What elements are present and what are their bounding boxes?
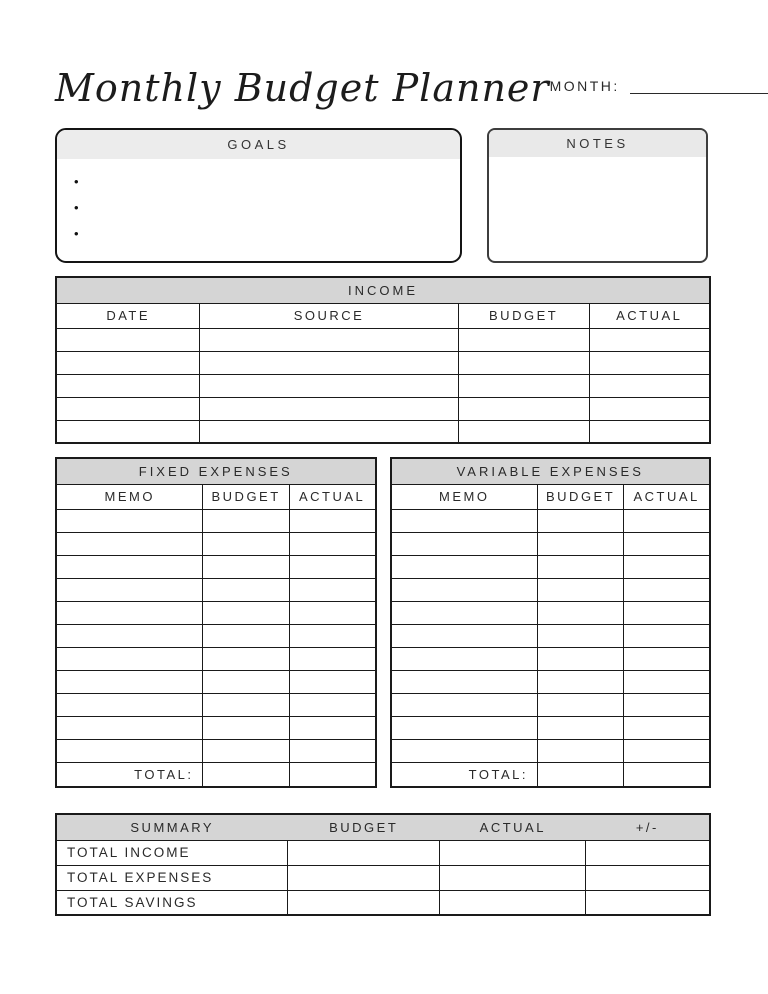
blank-cell [56,328,200,351]
blank-row [56,670,376,693]
blank-cell [289,670,375,693]
blank-row [391,716,711,739]
blank-cell [624,555,710,578]
goals-body [57,159,460,240]
blank-cell [56,374,200,397]
blank-row [56,716,376,739]
variable-col-actual: ACTUAL [624,484,710,509]
expenses-section [55,457,711,788]
blank-cell [200,397,458,420]
blank-row [56,555,376,578]
blank-cell [624,578,710,601]
fixed-expenses-title-band [56,458,376,484]
blank-cell [203,555,289,578]
fixed-col-memo: MEMO [56,484,203,509]
blank-cell [289,693,375,716]
income-col-source: SOURCE [200,303,458,328]
blank-cell [589,374,710,397]
blank-cell [289,509,375,532]
blank-row [56,351,710,374]
blank-cell [200,351,458,374]
income-col-date: DATE [56,303,200,328]
fixed-expenses-table [55,457,377,788]
total-savings-plusminus-cell [586,890,710,915]
variable-col-memo: MEMO [391,484,538,509]
goal-bullet-1: • [74,174,79,189]
blank-cell [56,739,203,762]
blank-cell [458,397,589,420]
variable-expenses-total-row [391,762,711,787]
blank-cell [203,647,289,670]
summary-label-total-expenses: TOTAL EXPENSES [56,865,288,890]
blank-row [56,397,710,420]
blank-cell [203,509,289,532]
blank-cell [391,670,538,693]
blank-cell [56,624,203,647]
blank-cell [391,601,538,624]
summary-row-total-income [56,840,710,865]
summary-label-total-income: TOTAL INCOME [56,840,288,865]
blank-cell [391,532,538,555]
blank-cell [289,624,375,647]
blank-cell [391,716,538,739]
income-blank-rows [56,328,710,443]
blank-cell [203,693,289,716]
blank-cell [56,532,203,555]
goal-bullet-3: • [74,226,79,241]
income-col-budget: BUDGET [458,303,589,328]
blank-row [56,532,376,555]
summary-col-budget: BUDGET [288,814,440,840]
total-savings-actual-cell [440,890,586,915]
blank-cell [391,624,538,647]
blank-cell [624,693,710,716]
blank-cell [289,601,375,624]
notes-body [489,157,706,263]
summary-header-band [56,814,710,840]
blank-cell [537,624,623,647]
blank-cell [203,716,289,739]
month-label: MONTH: [549,78,620,94]
blank-cell [537,670,623,693]
page-title: Monthly Budget Planner [55,66,550,110]
blank-cell [289,555,375,578]
blank-cell [537,647,623,670]
blank-row [56,578,376,601]
blank-cell [458,374,589,397]
income-section [55,276,711,444]
summary-col-summary: SUMMARY [56,814,288,840]
blank-cell [56,601,203,624]
total-expenses-budget-cell [288,865,440,890]
blank-cell [589,328,710,351]
blank-cell [200,374,458,397]
blank-cell [624,647,710,670]
blank-row [391,601,711,624]
blank-cell [458,351,589,374]
fixed-expenses-total-row [56,762,376,787]
variable-expenses-total-actual-cell [624,762,710,787]
total-expenses-actual-cell [440,865,586,890]
blank-cell [200,328,458,351]
income-col-actual: ACTUAL [589,303,710,328]
blank-cell [537,601,623,624]
fixed-expenses-column-header-row [56,484,376,509]
notes-panel [487,128,708,263]
summary-col-plusminus: +/- [586,814,710,840]
blank-cell [203,624,289,647]
blank-cell [56,647,203,670]
blank-cell [203,532,289,555]
summary-section [55,813,711,916]
blank-row [56,509,376,532]
blank-row [56,693,376,716]
blank-row [56,420,710,443]
variable-expenses-blank-rows [391,509,711,762]
blank-cell [537,532,623,555]
blank-cell [589,397,710,420]
fixed-expenses-total-actual-cell [289,762,375,787]
blank-cell [56,716,203,739]
summary-table [55,813,711,916]
blank-cell [56,509,203,532]
blank-cell [537,716,623,739]
summary-row-total-expenses [56,865,710,890]
blank-cell [203,578,289,601]
blank-row [391,624,711,647]
variable-expenses-title: VARIABLE EXPENSES [391,458,711,484]
fixed-expenses-title: FIXED EXPENSES [56,458,376,484]
blank-row [391,739,711,762]
blank-cell [624,601,710,624]
variable-expenses-total-budget-cell [537,762,623,787]
variable-expenses-table [390,457,712,788]
blank-cell [56,555,203,578]
notes-panel-title: NOTES [489,130,706,157]
blank-row [56,647,376,670]
blank-cell [537,739,623,762]
income-table [55,276,711,444]
blank-row [56,601,376,624]
month-field [550,78,768,98]
blank-row [391,578,711,601]
blank-cell [537,509,623,532]
fixed-col-actual: ACTUAL [289,484,375,509]
blank-cell [289,578,375,601]
blank-cell [391,578,538,601]
blank-cell [203,739,289,762]
blank-cell [624,624,710,647]
blank-row [391,670,711,693]
blank-cell [56,397,200,420]
fixed-col-budget: BUDGET [203,484,289,509]
income-title: INCOME [56,277,710,303]
blank-cell [624,670,710,693]
blank-cell [289,716,375,739]
blank-cell [589,420,710,443]
summary-label-total-savings: TOTAL SAVINGS [56,890,288,915]
page-header [55,62,711,114]
blank-cell [624,739,710,762]
blank-row [56,374,710,397]
blank-cell [289,739,375,762]
fixed-expenses-blank-rows [56,509,376,762]
blank-cell [56,420,200,443]
total-savings-budget-cell [288,890,440,915]
blank-row [56,624,376,647]
blank-cell [537,578,623,601]
variable-expenses-total-label: TOTAL: [391,762,538,787]
total-expenses-plusminus-cell [586,865,710,890]
goals-panel [55,128,462,263]
blank-row [391,532,711,555]
goal-bullet-2: • [74,200,79,215]
month-blank-line [630,80,768,94]
blank-cell [200,420,458,443]
blank-cell [624,509,710,532]
blank-row [391,693,711,716]
fixed-expenses-total-budget-cell [203,762,289,787]
total-income-budget-cell [288,840,440,865]
variable-expenses-column-header-row [391,484,711,509]
blank-row [56,739,376,762]
blank-row [391,509,711,532]
blank-cell [537,693,623,716]
blank-cell [391,739,538,762]
panels-row [55,128,711,263]
blank-row [56,328,710,351]
blank-cell [56,351,200,374]
income-title-band [56,277,710,303]
blank-row [391,647,711,670]
blank-cell [289,647,375,670]
blank-cell [458,420,589,443]
blank-cell [289,532,375,555]
blank-cell [537,555,623,578]
blank-cell [624,532,710,555]
blank-cell [391,693,538,716]
blank-cell [203,601,289,624]
variable-expenses-title-band [391,458,711,484]
summary-col-actual: ACTUAL [440,814,586,840]
total-income-actual-cell [440,840,586,865]
blank-cell [391,555,538,578]
variable-col-budget: BUDGET [537,484,623,509]
blank-cell [391,647,538,670]
blank-cell [589,351,710,374]
fixed-expenses-total-label: TOTAL: [56,762,203,787]
blank-cell [391,509,538,532]
income-column-header-row [56,303,710,328]
blank-cell [458,328,589,351]
goals-panel-title: GOALS [57,130,460,159]
blank-cell [56,693,203,716]
blank-row [391,555,711,578]
blank-cell [56,578,203,601]
blank-cell [624,716,710,739]
blank-cell [203,670,289,693]
summary-row-total-savings [56,890,710,915]
blank-cell [56,670,203,693]
total-income-plusminus-cell [586,840,710,865]
